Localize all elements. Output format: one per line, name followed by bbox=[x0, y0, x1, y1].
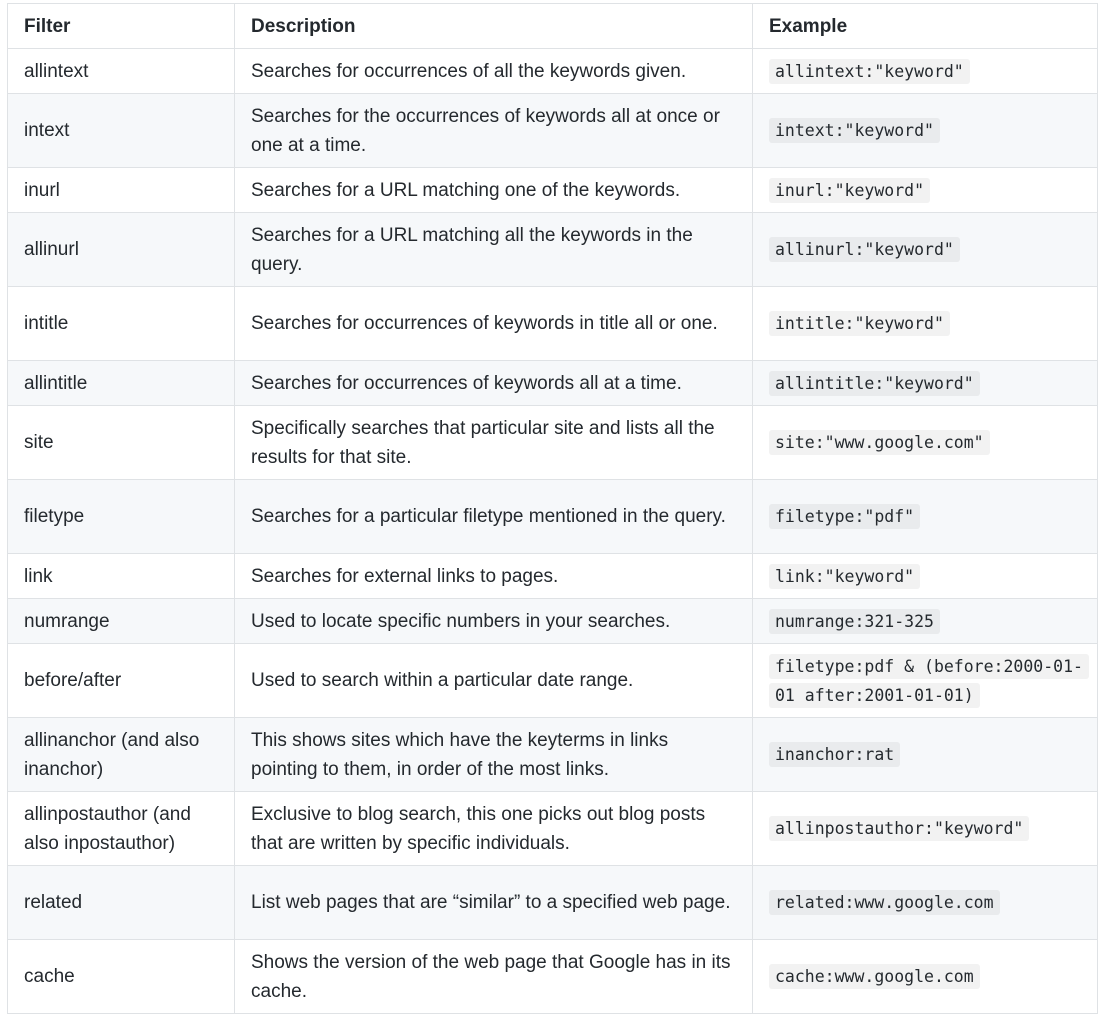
example-cell bbox=[753, 287, 1098, 361]
header-example: Example bbox=[753, 4, 1098, 49]
example-code: intitle:"keyword" bbox=[769, 311, 950, 336]
table-row bbox=[8, 480, 1098, 554]
description-cell: Shows the version of the web page that Google has in its cache. bbox=[235, 940, 753, 1014]
description-cell: Used to search within a particular date range. bbox=[235, 644, 753, 718]
example-cell bbox=[753, 792, 1098, 866]
description-cell: Exclusive to blog search, this one picks out blog posts that are written by specific individuals. bbox=[235, 792, 753, 866]
header-filter: Filter bbox=[8, 4, 235, 49]
filter-cell: allintitle bbox=[8, 361, 235, 406]
table-header-row bbox=[8, 4, 1098, 49]
example-cell bbox=[753, 599, 1098, 644]
example-code: allintext:"keyword" bbox=[769, 59, 970, 84]
filter-cell: link bbox=[8, 554, 235, 599]
filter-cell: numrange bbox=[8, 599, 235, 644]
example-code: related:www.google.com bbox=[769, 890, 1000, 915]
example-cell bbox=[753, 940, 1098, 1014]
table-row bbox=[8, 940, 1098, 1014]
example-cell bbox=[753, 94, 1098, 168]
filter-cell: inurl bbox=[8, 168, 235, 213]
example-cell bbox=[753, 866, 1098, 940]
filter-cell: allinurl bbox=[8, 213, 235, 287]
filter-cell: cache bbox=[8, 940, 235, 1014]
table-row bbox=[8, 361, 1098, 406]
example-code: allinpostauthor:"keyword" bbox=[769, 816, 1029, 841]
filter-cell: filetype bbox=[8, 480, 235, 554]
filter-cell: before/after bbox=[8, 644, 235, 718]
table-row bbox=[8, 866, 1098, 940]
filter-table-container bbox=[7, 3, 1097, 1014]
example-code: inanchor:rat bbox=[769, 742, 900, 767]
filter-cell: allinpostauthor (and also inpostauthor) bbox=[8, 792, 235, 866]
table-row bbox=[8, 94, 1098, 168]
description-cell: Searches for a particular filetype mentioned in the query. bbox=[235, 480, 753, 554]
example-code: site:"www.google.com" bbox=[769, 430, 990, 455]
description-cell: Searches for occurrences of all the keywords given. bbox=[235, 49, 753, 94]
description-cell: Searches for occurrences of keywords in title all or one. bbox=[235, 287, 753, 361]
description-cell: Used to locate specific numbers in your searches. bbox=[235, 599, 753, 644]
example-cell bbox=[753, 554, 1098, 599]
filter-cell: intext bbox=[8, 94, 235, 168]
table-row bbox=[8, 49, 1098, 94]
description-cell: Searches for a URL matching all the keywords in the query. bbox=[235, 213, 753, 287]
table-row bbox=[8, 599, 1098, 644]
table-row bbox=[8, 287, 1098, 361]
description-cell: Specifically searches that particular site and lists all the results for that site. bbox=[235, 406, 753, 480]
example-code: allintitle:"keyword" bbox=[769, 371, 980, 396]
table-row bbox=[8, 213, 1098, 287]
example-cell bbox=[753, 213, 1098, 287]
filter-cell: allintext bbox=[8, 49, 235, 94]
example-code: inurl:"keyword" bbox=[769, 178, 930, 203]
table-row bbox=[8, 718, 1098, 792]
table-row bbox=[8, 554, 1098, 599]
description-cell: Searches for occurrences of keywords all at a time. bbox=[235, 361, 753, 406]
header-description: Description bbox=[235, 4, 753, 49]
example-cell bbox=[753, 406, 1098, 480]
example-cell bbox=[753, 644, 1098, 718]
example-cell bbox=[753, 480, 1098, 554]
example-code: allinurl:"keyword" bbox=[769, 237, 960, 262]
description-cell: List web pages that are “similar” to a specified web page. bbox=[235, 866, 753, 940]
filter-cell: site bbox=[8, 406, 235, 480]
example-cell bbox=[753, 361, 1098, 406]
table-row bbox=[8, 644, 1098, 718]
description-cell: Searches for a URL matching one of the keywords. bbox=[235, 168, 753, 213]
example-code: cache:www.google.com bbox=[769, 964, 980, 989]
table-row bbox=[8, 168, 1098, 213]
description-cell: Searches for the occurrences of keywords all at once or one at a time. bbox=[235, 94, 753, 168]
filter-cell: intitle bbox=[8, 287, 235, 361]
example-code: intext:"keyword" bbox=[769, 118, 940, 143]
filter-cell: allinanchor (and also inanchor) bbox=[8, 718, 235, 792]
table-row bbox=[8, 792, 1098, 866]
example-cell bbox=[753, 718, 1098, 792]
description-cell: This shows sites which have the keyterms in links pointing to them, in order of the most links. bbox=[235, 718, 753, 792]
example-code: numrange:321-325 bbox=[769, 609, 940, 634]
table-row bbox=[8, 406, 1098, 480]
filter-cell: related bbox=[8, 866, 235, 940]
example-code: link:"keyword" bbox=[769, 564, 920, 589]
example-cell bbox=[753, 168, 1098, 213]
example-code: filetype:pdf & (before:2000-01-01 after:2001-01-01) bbox=[769, 654, 1089, 708]
example-cell bbox=[753, 49, 1098, 94]
search-filters-table bbox=[7, 3, 1098, 1014]
example-code: filetype:"pdf" bbox=[769, 504, 920, 529]
description-cell: Searches for external links to pages. bbox=[235, 554, 753, 599]
